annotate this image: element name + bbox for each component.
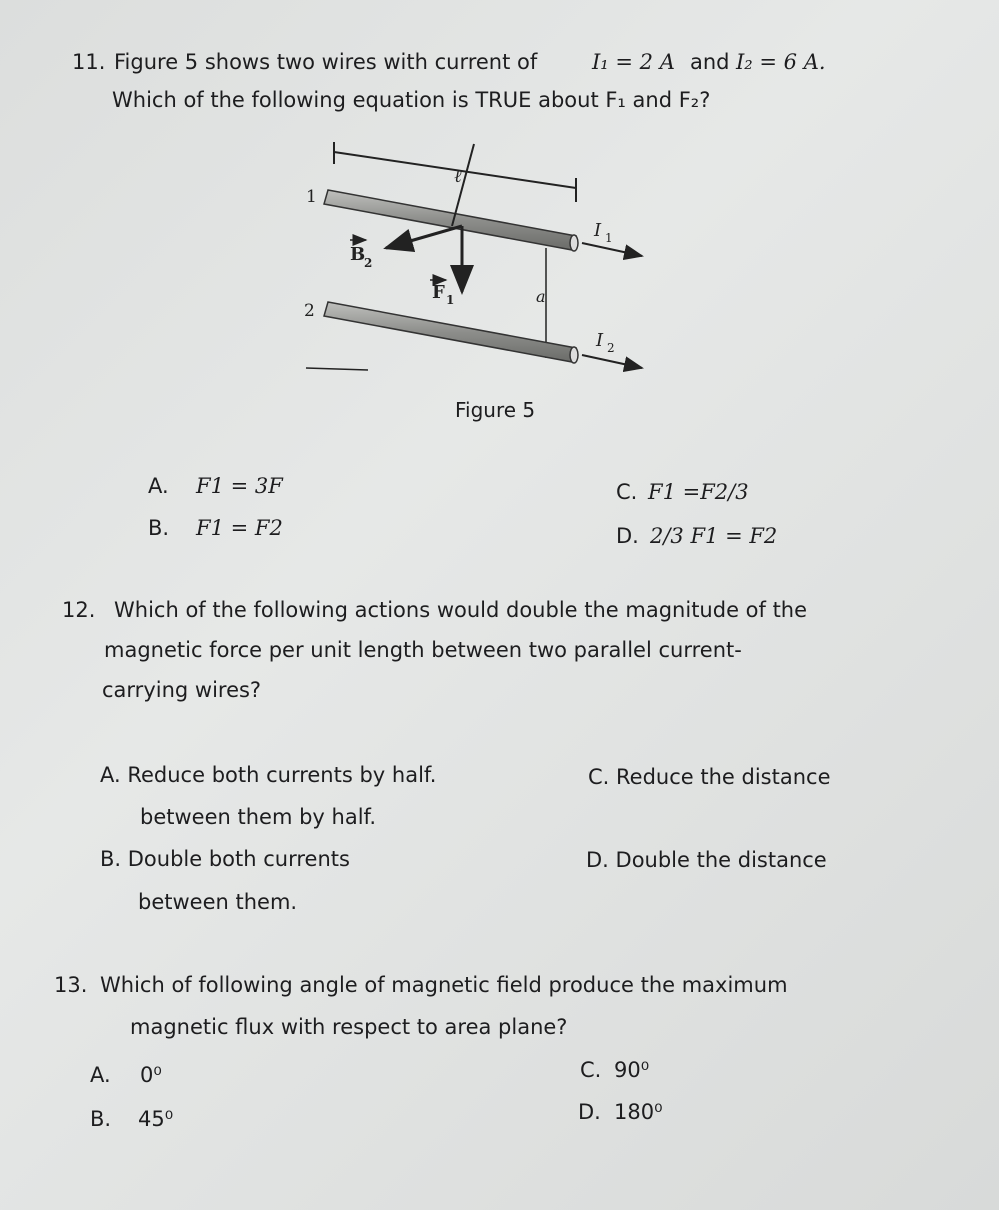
q13-text-line2: magnetic flux with respect to area plane?	[130, 1015, 568, 1039]
i2-subscript: 2	[607, 341, 615, 355]
q12-number: 12.	[62, 598, 96, 622]
q13-option-c: 90⁰	[614, 1058, 650, 1082]
q11-text-line2: Which of the following equation is TRUE about F₁ and F₂?	[112, 88, 711, 112]
distance-label: a	[536, 287, 546, 306]
q11-option-a: F1 = 3F	[196, 474, 283, 498]
f1-subscript: 1	[446, 293, 455, 307]
q11-text-line1: Figure 5 shows two wires with current of	[114, 50, 538, 74]
length-label: ℓ	[454, 166, 462, 187]
q12-option-b: B. Double both currents	[100, 847, 350, 871]
i2-arrow	[582, 355, 642, 368]
wire-1	[306, 187, 578, 251]
q11-option-c-letter: C.	[616, 480, 638, 504]
i1-subscript: 1	[605, 231, 613, 245]
i2-label: I	[596, 330, 604, 351]
q12-text-line2: magnetic force per unit length between two parallel current-	[104, 638, 742, 662]
i1-label: I	[594, 220, 602, 241]
q13-option-c-letter: C.	[580, 1058, 602, 1082]
q13-option-d-letter: D.	[578, 1100, 601, 1124]
q13-option-b: 45⁰	[138, 1107, 174, 1131]
figure-caption: Figure 5	[455, 398, 536, 422]
q12-text-line1: Which of the following actions would double the magnitude of the	[114, 598, 808, 622]
q11-option-d-letter: D.	[616, 524, 639, 548]
q11-i1-value: I₁ = 2 A	[592, 50, 675, 74]
q13-option-b-letter: B.	[90, 1107, 112, 1131]
q12-option-c-line2: between them by half.	[140, 805, 377, 829]
q11-option-c: F1 =F2/3	[648, 480, 749, 504]
wire-2-number: 2	[304, 301, 315, 321]
q13-option-a-letter: A.	[90, 1063, 111, 1087]
q12-option-c-line1: C. Reduce the distance	[588, 765, 831, 789]
q11-option-b: F1 = F2	[196, 516, 283, 540]
q13-text-line1: Which of following angle of magnetic field produce the maximum	[100, 973, 788, 997]
q12-option-d-line2: between them.	[138, 890, 298, 914]
q12-text-line3: carrying wires?	[102, 678, 262, 702]
q11-option-d: 2/3 F1 = F2	[650, 524, 778, 548]
wire-1-number: 1	[306, 187, 317, 207]
f1-label: F	[432, 282, 445, 303]
q12-option-a: A. Reduce both currents by half.	[100, 763, 437, 787]
q12-option-d-line1: D. Double the distance	[586, 848, 827, 872]
q11-number: 11.	[72, 50, 106, 74]
length-dimension	[334, 142, 576, 202]
q13-option-d: 180⁰	[614, 1100, 663, 1124]
q13-number: 13.	[54, 973, 88, 997]
figure-5-diagram	[290, 130, 670, 390]
b2-subscript: 2	[364, 256, 373, 270]
wire-2	[304, 301, 578, 363]
q11-option-b-letter: B.	[148, 516, 170, 540]
q13-option-a: 0⁰	[140, 1063, 162, 1087]
q11-option-a-letter: A.	[148, 474, 169, 498]
q11-i2-value: I₂ = 6 A.	[736, 50, 826, 74]
b2-label: B	[350, 244, 366, 265]
q11-and: and	[690, 50, 730, 74]
b2-arrow	[386, 226, 462, 248]
